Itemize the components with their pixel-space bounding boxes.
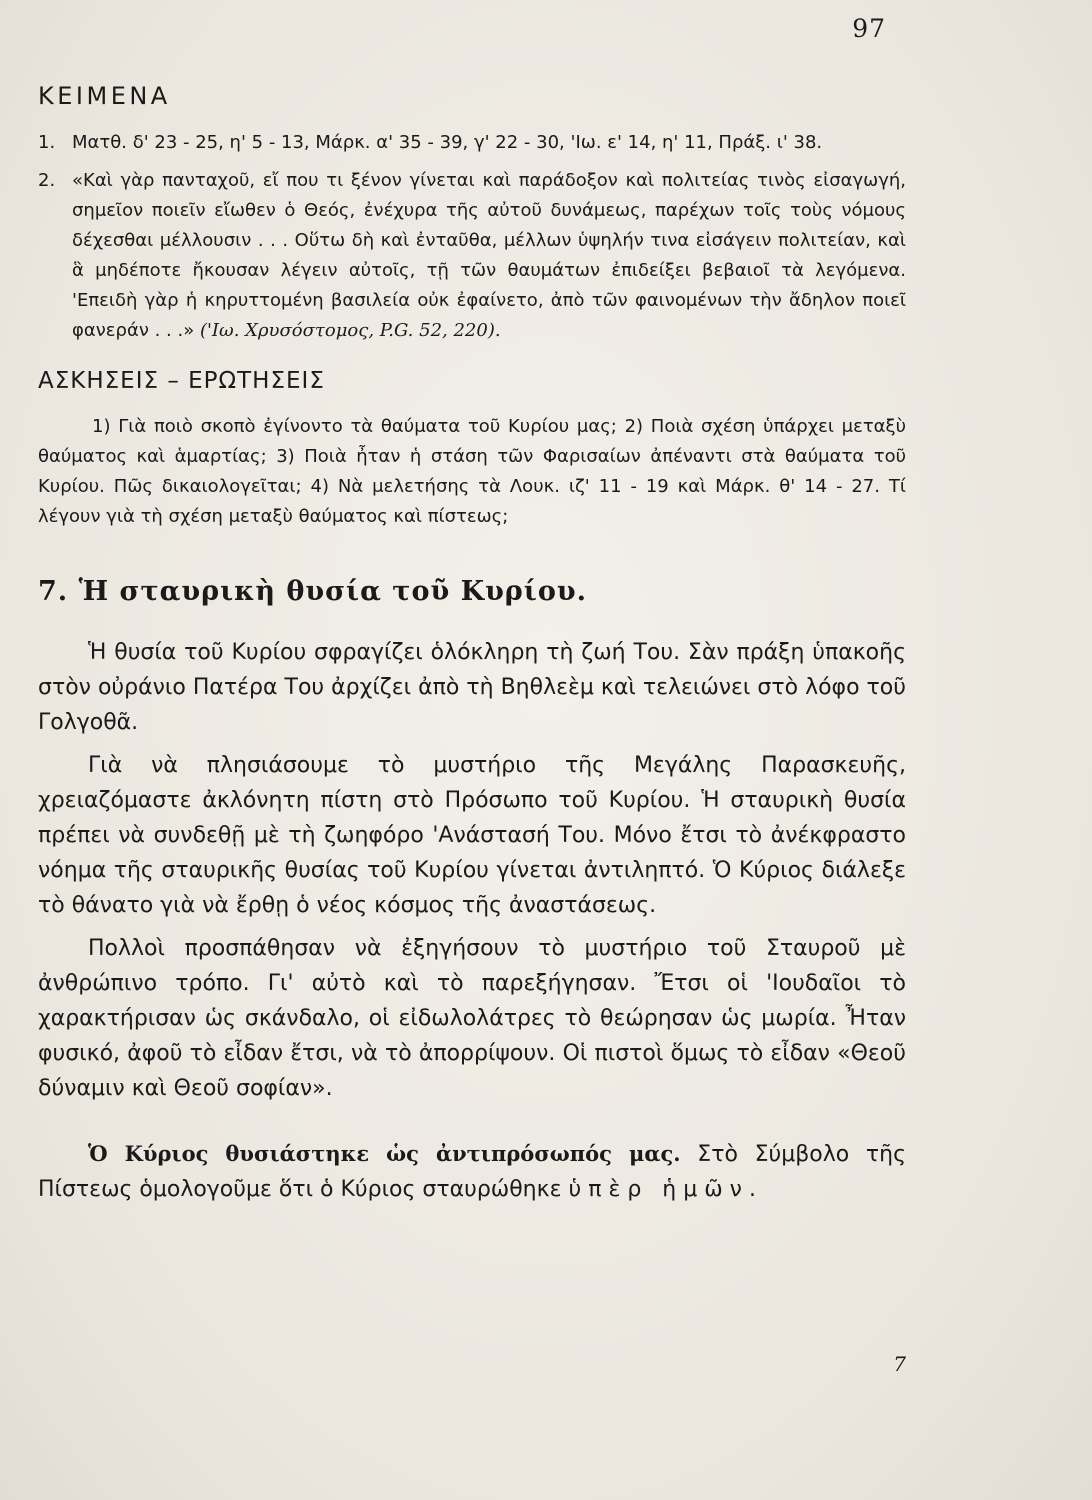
page-content <box>38 82 906 1215</box>
reference-text: Ματθ. δ' 23 - 25, η' 5 - 13, Μάρκ. α' 35 - 39, γ' 22 - 30, 'Ιω. ε' 14, η' 11, Πράξ. ι' 38. <box>72 132 823 153</box>
reference-number: 2. <box>38 170 56 191</box>
chapter-title: 7. Ἡ σταυρικὴ θυσία τοῦ Κυρίου. <box>38 576 587 607</box>
quote-citation: ('Ιω. Χρυσόστομος, P.G. 52, 220). <box>199 320 501 341</box>
reference-item <box>38 128 906 158</box>
reference-number: 1. <box>38 132 56 153</box>
reference-item <box>38 166 906 346</box>
page-number: 97 <box>852 14 886 43</box>
spaced-emphasis: ὑπὲρ ἡμῶν. <box>568 1177 763 1202</box>
body-paragraph: Ἡ θυσία τοῦ Κυρίου σφραγίζει ὁλόκληρη τὴ ζωή Του. Σὰν πράξη ὑπακοῆς στὸν οὐράνιο Πατέρα Του ἀρχίζει ἀπὸ τὴ Βηθλεὲμ καὶ τελειώνει στὸ λόφο τοῦ Γολγοθᾶ. <box>38 640 906 735</box>
signature-mark: 7 <box>893 1352 906 1376</box>
exercises-heading: ΑΣΚΗΣΕΙΣ – ΕΡΩΤΗΣΕΙΣ <box>38 368 325 394</box>
paragraph-lead-text: Στὸ Σύμβολο τῆς Πίστεως ὁμολογοῦμε ὅτι ὁ Κύριος σταυρώθηκε <box>38 1142 906 1202</box>
texts-heading: ΚΕΙΜΕΝΑ <box>38 82 171 110</box>
body-paragraph: Γιὰ νὰ πλησιάσουμε τὸ μυστήριο τῆς Μεγάλης Παρασκευῆς, χρειαζόμαστε ἀκλόνητη πίστη στὸ Πρόσωπο τοῦ Κυρίου. Ἡ σταυρικὴ θυσία πρέπει νὰ συνδεθῇ μὲ τὴ ζωηφόρο 'Ανάστασή Του. Μόνο ἔτσι τὸ ἀνέκφραστο νόημα τῆς σταυρικῆς θυσίας τοῦ Κυρίου γίνεται ἀντιληπτό. Ὁ Κύριος διάλεξε τὸ θάνατο γιὰ νὰ ἔρθῃ ὁ νέος κόσμος τῆς ἀναστάσεως. <box>38 753 906 918</box>
quote-text: «Καὶ γὰρ πανταχοῦ, εἴ που τι ξένον γίνεται καὶ παράδοξον καὶ πολιτείας τινὸς εἰσαγωγή, σημεῖον ποιεῖν εἴωθεν ὁ Θεός, ἐνέχυρα τῆς αὐτοῦ δυνάμεως, παρέχων τοῖς τοὺς νόμους δέχεσθαι μέλλουσιν . . . Οὕτω δὴ καὶ ἐνταῦθα, μέλλων ὑψηλήν τινα εἰσάγειν πολιτείαν, καὶ ἃ μηδέποτε ἤκουσαν λέγειν αὐτοῖς, τῇ τῶν θαυμάτων ἐπιδείξει βεβαιοῖ τὰ λεγόμενα. 'Επειδὴ γὰρ ἡ κηρυττομένη βασιλεία οὐκ ἐφαίνετο, ἀπὸ τῶν φαινομένων τὴν ἄδηλον ποιεῖ φανεράν . . .» <box>72 170 906 341</box>
reference-list <box>38 128 906 346</box>
body-paragraph-lead <box>38 1136 906 1207</box>
paragraph-lead-heading: Ὁ Κύριος θυσιάστηκε ὡς ἀντιπρόσωπός μας. <box>88 1141 681 1166</box>
body-paragraph: Πολλοὶ προσπάθησαν νὰ ἐξηγήσουν τὸ μυστήριο τοῦ Σταυροῦ μὲ ἀνθρώπινο τρόπο. Γι' αὐτὸ καὶ τὸ παρεξήγησαν. Ἔτσι οἱ 'Ιουδαῖοι τὸ χαρακτήρισαν ὡς σκάνδαλο, οἱ εἰδωλολάτρες τὸ θεώρησαν ὡς μωρία. Ἦταν φυσικό, ἀφοῦ τὸ εἶδαν ἔτσι, νὰ τὸ ἀπορρίψουν. Οἱ πιστοὶ ὅμως τὸ εἶδαν «Θεοῦ δύναμιν καὶ Θεοῦ σοφίαν». <box>38 936 906 1101</box>
exercises-questions: 1) Γιὰ ποιὸ σκοπὸ ἐγίνοντο τὰ θαύματα τοῦ Κυρίου μας; 2) Ποιὰ σχέση ὑπάρχει μεταξὺ θαύματος καὶ ἁμαρτίας; 3) Ποιὰ ἦταν ἡ στάση τῶν Φαρισαίων ἀπέναντι στὰ θαύματα τοῦ Κυρίου. Πῶς δικαιολογεῖται; 4) Νὰ μελετήσης τὰ Λουκ. ιζ' 11 - 19 καὶ Μάρκ. θ' 14 - 27. Τί λέγουν γιὰ τὴ σχέση μεταξὺ θαύματος καὶ πίστεως; <box>38 416 906 527</box>
reference-quote <box>72 166 906 346</box>
